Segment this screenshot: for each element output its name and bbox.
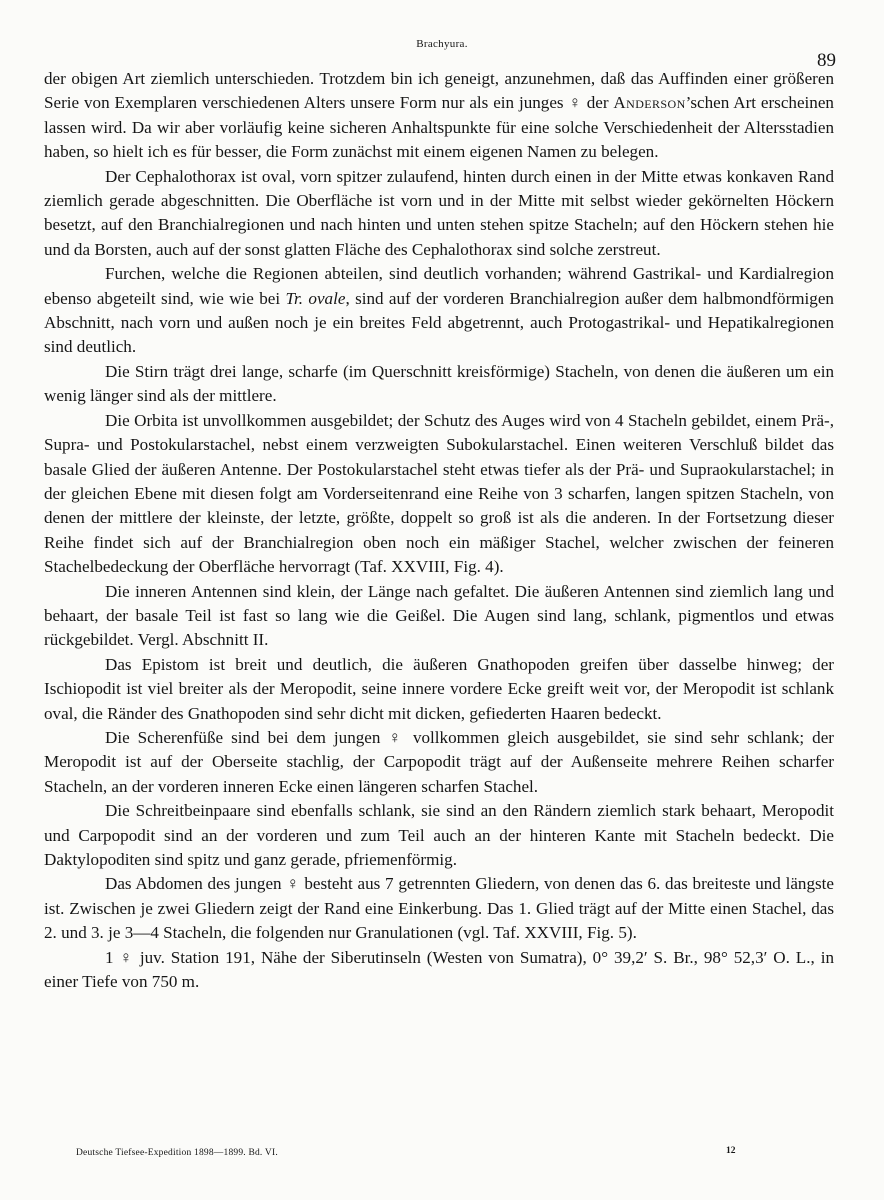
paragraph-station: 1 ♀ juv. Station 191, Nähe der Siberutinseln (Westen von Sumatra), 0° 39,2′ S. Br., 98° 52,3′ O. L., in einer Tiefe von 750 m.: [44, 947, 834, 992]
species-name: Tr. ovale: [285, 288, 346, 308]
author-name: Anderson: [613, 93, 686, 113]
paragraph-orbita: Die Orbita ist unvollkommen ausgebildet; der Schutz des Auges wird von 4 Stacheln gebildet, einem Prä-, Supra- und Postokularstachel, nebst einem verzweigten Subokularstachel. Einen weiteren Verschluß bildet das basale Glied der äußeren Antenne. Der Postokularstachel steht etwas tiefer als der Prä- und Supraokularstachel; in der gleichen Ebene mit diesen folgt am Vorderseitenrand eine Reihe von 3 scharfen, langen spitzen Stacheln, von denen der mittlere der kleinste, der letzte, größte, doppelt so groß ist als die anderen. In der Fortsetzung dieser Reihe findet sich auf der Branchialregion oben noch ein mäßiger Stachel, welcher zwischen der feineren Stachelbedeckung der Oberfläche hervorragt (Taf. XXVIII, Fig. 4).: [44, 410, 834, 577]
page-number: 89: [817, 50, 836, 71]
paragraph-stirn: Die Stirn trägt drei lange, scharfe (im Querschnitt kreisförmige) Stacheln, von denen die äußeren um ein wenig länger sind als der mittlere.: [44, 361, 834, 406]
paragraph-scherenfuesse: Die Scherenfüße sind bei dem jungen ♀ vollkommen gleich ausgebildet, sie sind sehr schlank; der Meropodit ist auf der Oberseite stachlig, der Carpopodit trägt auf der Außenseite mehrere Reihen scharfer Stacheln, an der vorderen inneren Ecke einen längeren scharfen Stachel.: [44, 727, 834, 796]
running-head: Brachyura.: [416, 38, 468, 50]
paragraph-schreitbeine: Die Schreitbeinpaare sind ebenfalls schlank, sie sind an den Rändern ziemlich stark behaart, Meropodit und Carpopodit sind an der vorderen und zum Teil auch an der hinteren Kante mit Stacheln bedeckt. Die Daktylopoditen sind spitz und ganz gerade, pfriemenförmig.: [44, 801, 834, 869]
footer-text: Deutsche Tiefsee-Expedition 1898—1899. Bd. VI.: [76, 1148, 278, 1158]
paragraph-text-tail: ’schen Art erscheinen lassen wird. Da wir aber vorläufig keine sicheren Anhaltspunkte für eine solche Verschiedenheit der Altersstadien haben, so hielt ich es für besser, die Form zunächst mit einem eigenen Namen zu belegen.: [44, 93, 834, 162]
paragraph-cephalothorax: Der Cephalothorax ist oval, vorn spitzer zulaufend, hinten durch einen in der Mitte etwas konkaven Rand ziemlich gerade abgeschnitten. Die Oberfläche ist vorn und in der Mitte mit selbst wieder gekörnelten Höckern besetzt, auf den Branchialregionen und nach hinten und unten stehen spitze Stacheln; auf den Höckern stehen hie und da Borsten, auch auf der sonst glatten Fläche des Cephalothorax sind solche zerstreut.: [44, 166, 834, 259]
paragraph-text-tail: , sind auf der vorderen Branchialregion außer dem halbmondförmigen Abschnitt, nach vorn und außen noch je ein breites Feld abgetrennt, auch Protogastrikal- und Hepatikalregionen sind deutlich.: [44, 288, 834, 357]
paragraph-continuation: [44, 67, 834, 165]
paragraph-text: Furchen, welche die Regionen abteilen, sind deutlich vorhanden; während Gastrikal- und Kardialregion ebenso abgeteilt sind, wie wie bei: [44, 264, 834, 308]
body-text: [44, 67, 834, 994]
signature-mark: 12: [726, 1146, 736, 1156]
paragraph-antennen: Die inneren Antennen sind klein, der Länge nach gefaltet. Die äußeren Antennen sind ziemlich lang und behaart, der basale Teil ist fast so lang wie die Geißel. Die Augen sind lang, schlank, pigmentlos und etwas rückgebildet. Vergl. Abschnitt II.: [44, 581, 834, 650]
paragraph-furchen: [44, 262, 834, 360]
paragraph-epistom: Das Epistom ist breit und deutlich, die äußeren Gnathopoden greifen über dasselbe hinweg; der Ischiopodit ist viel breiter als der Meropodit, seine innere vordere Ecke greift weit vor, der Meropodit ist schlank oval, die Ränder des Gnathopoden sind sehr dicht mit dicken, gefiederten Haaren bedeckt.: [44, 654, 834, 723]
paragraph-abdomen: Das Abdomen des jungen ♀ besteht aus 7 getrennten Gliedern, von denen das 6. das breiteste und längste ist. Zwischen je zwei Gliedern zeigt der Rand eine Einkerbung. Das 1. Glied trägt auf der Mitte einen Stachel, das 2. und 3. je 3—4 Stacheln, die folgenden nur Granulationen (vgl. Taf. XXVIII, Fig. 5).: [44, 874, 834, 943]
paragraph-text: der obigen Art ziemlich unterschieden. Trotzdem bin ich geneigt, anzunehmen, daß das Auffinden einer größeren Serie von Exemplaren verschiedenen Alters unsere Form nur als ein junges ♀ der: [44, 69, 834, 113]
